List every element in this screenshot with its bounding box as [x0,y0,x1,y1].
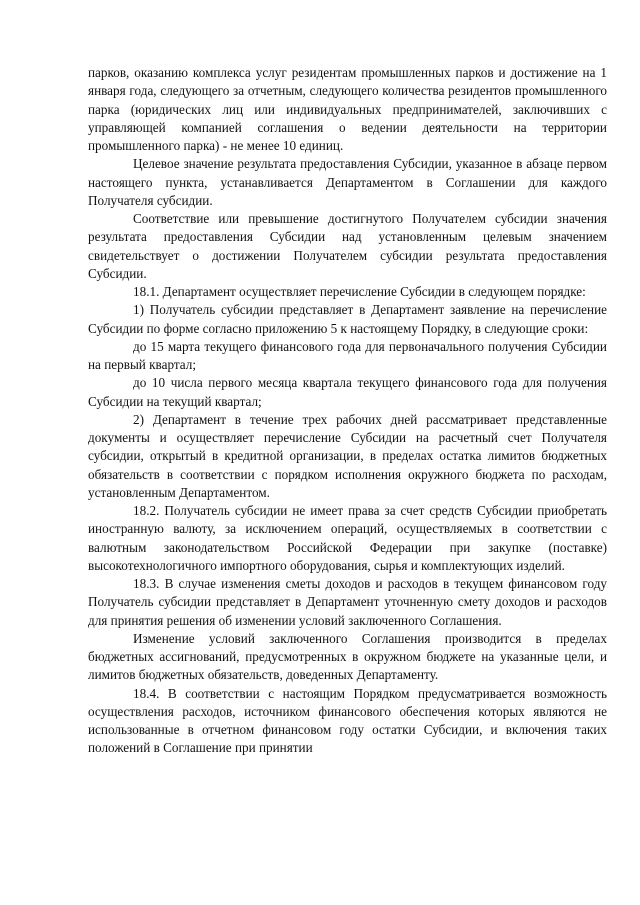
paragraph-parks-continuation: парков, оказанию комплекса услуг резидентам промышленных парков и достижение на 1 января года, следующего за отчетным, следующего количества резидентов промышленного парка (юридических лиц или индивидуальных предпринимателей, заключивших с управляющей компанией соглашения о ведении деятельности на территории промышленного парка) - не менее 10 единиц. [88,65,607,153]
paragraph-18-2: 18.2. Получатель субсидии не имеет права за счет средств Субсидии приобретать иностранную валюту, за исключением операций, осуществляемых в соответствии с валютным законодательством Российской Федерации при закупке (поставке) высокотехнологичного импортного оборудования, сырья и комплектующих изделий. [88,503,607,573]
paragraph-deadline-march: до 15 марта текущего финансового года для первоначального получения Субсидии на первый квартал; [88,338,607,372]
paragraph-18-3: 18.3. В случае изменения сметы доходов и расходов в текущем финансовом году Получатель субсидии представляет в Департамент уточненную смету доходов и расходов для принятия решения об изменении условий заключенного Соглашения. [88,576,607,628]
paragraph-item-1: 1) Получатель субсидии представляет в Департамент заявление на перечисление Субсидии по форме согласно приложению 5 к настоящему Порядку, в следующие сроки: [88,302,607,336]
paragraph-target-value: Целевое значение результата предоставления Субсидии, указанное в абзаце первом настоящего пункта, устанавливается Департаментом в Соглашении для каждого Получателя субсидии. [88,156,607,208]
document-page [88,64,607,758]
paragraph-item-2: 2) Департамент в течение трех рабочих дней рассматривает представленные документы и осуществляет перечисление Субсидии на расчетный счет Получателя субсидии, открытый в кредитной организации, в пределах остатка лимитов бюджетных обязательств в соответствии с порядком исполнения окружного бюджета по расходам, установленным Департаментом. [88,411,607,500]
paragraph-agreement-change: Изменение условий заключенного Соглашения производится в пределах бюджетных ассигнований, предусмотренных в окружном бюджете на указанные цели, и лимитов бюджетных обязательств, доведенных Департаменту. [88,630,607,683]
paragraph-18-4: 18.4. В соответствии с настоящим Порядком предусматривается возможность осуществления расходов, источником финансового обеспечения которых являются не использованные в отчетном финансовом году остатки Субсидии, и включения таких положений в Соглашение при принятии [88,685,607,756]
paragraph-deadline-quarter: до 10 числа первого месяца квартала текущего финансового года для получения Субсидии на текущий квартал; [88,375,607,409]
paragraph-18-1: 18.1. Департамент осуществляет перечисление Субсидии в следующем порядке: [133,284,586,299]
paragraph-result-achievement: Соответствие или превышение достигнутого Получателем субсидии значения результата предоставления Субсидии над установленным целевым значением свидетельствует о достижении Получателем субсидии результата предоставления Субсидии. [88,211,607,281]
